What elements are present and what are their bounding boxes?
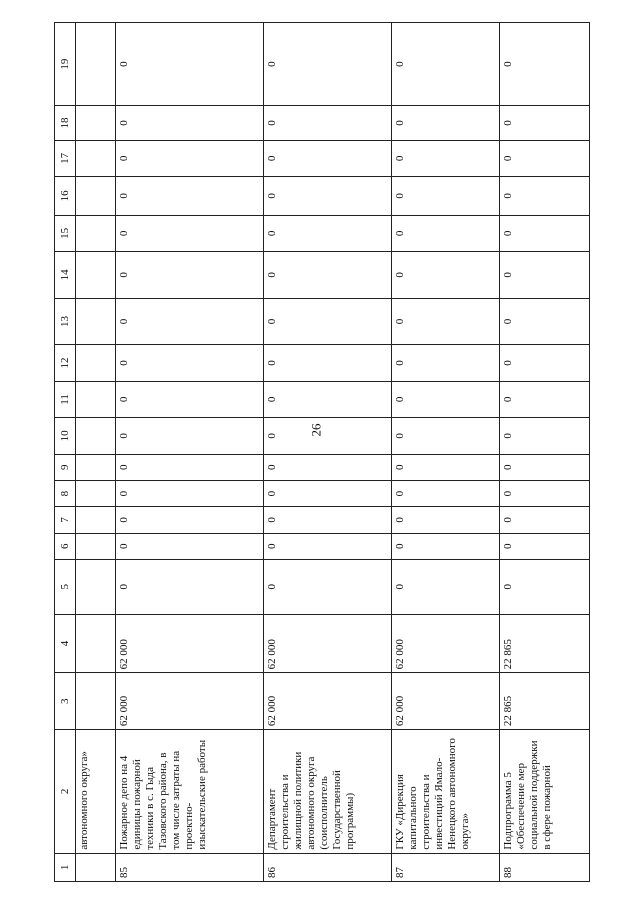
column-header-16: 16 <box>55 177 76 215</box>
row-value-col8: 0 <box>264 480 392 506</box>
row-value-col19: 0 <box>116 23 264 106</box>
row-value-col19: 0 <box>392 23 500 106</box>
table-row <box>264 23 392 882</box>
row-value-col14: 0 <box>392 252 500 299</box>
row-value-col5: 0 <box>500 559 590 614</box>
column-header-5: 5 <box>55 559 76 614</box>
row-value-col3: 62 000 <box>264 673 392 730</box>
column-header-8: 8 <box>55 480 76 506</box>
row-value-col11: 0 <box>116 381 264 417</box>
row-value-col14: 0 <box>116 252 264 299</box>
row-value-col7: 0 <box>392 507 500 533</box>
column-header-4: 4 <box>55 614 76 673</box>
column-header-2: 2 <box>55 730 76 854</box>
row-value-col6: 0 <box>264 533 392 559</box>
row-index: 88 <box>500 853 590 881</box>
row-value-col18: 0 <box>392 106 500 140</box>
row-value-col17: 0 <box>116 140 264 176</box>
column-header-7: 7 <box>55 507 76 533</box>
column-header-18: 18 <box>55 106 76 140</box>
row-value-col5: 0 <box>392 559 500 614</box>
row-value-col10: 0 <box>264 418 392 454</box>
row-value-col13: 0 <box>264 298 392 345</box>
row-value-col3: 22 865 <box>500 673 590 730</box>
row-value-col19: 0 <box>264 23 392 106</box>
row-value-col7: 0 <box>500 507 590 533</box>
table-row <box>392 23 500 882</box>
row-value-col10: 0 <box>116 418 264 454</box>
row-index: 85 <box>116 853 264 881</box>
row-value-col16: 0 <box>264 177 392 215</box>
row-value-col18: 0 <box>116 106 264 140</box>
table-row <box>500 23 590 882</box>
continuation-row <box>76 23 116 882</box>
row-value-col11: 0 <box>264 381 392 417</box>
row-value-col17: 0 <box>392 140 500 176</box>
row-value-col3: 62 000 <box>392 673 500 730</box>
row-value-col11: 0 <box>392 381 500 417</box>
row-value-col16: 0 <box>500 177 590 215</box>
row-index: 86 <box>264 853 392 881</box>
row-value-col4: 22 865 <box>500 614 590 673</box>
row-value-col8: 0 <box>116 480 264 506</box>
row-value-col15: 0 <box>116 215 264 251</box>
column-header-3: 3 <box>55 673 76 730</box>
row-value-col4: 62 000 <box>392 614 500 673</box>
column-header-1: 1 <box>55 853 76 881</box>
column-header-14: 14 <box>55 252 76 299</box>
row-value-col16: 0 <box>116 177 264 215</box>
row-value-col13: 0 <box>500 298 590 345</box>
column-header-12: 12 <box>55 345 76 381</box>
budget-table <box>54 22 590 882</box>
row-value-col4: 62 000 <box>116 614 264 673</box>
cell <box>76 853 116 881</box>
row-value-col8: 0 <box>500 480 590 506</box>
row-value-col7: 0 <box>116 507 264 533</box>
row-name: ГКУ «Дирекция капитального строительства и инвестиций Ямало-Ненецкого автономного округа» <box>392 730 500 854</box>
row-value-col6: 0 <box>392 533 500 559</box>
row-value-col5: 0 <box>264 559 392 614</box>
column-header-6: 6 <box>55 533 76 559</box>
row-value-col12: 0 <box>116 345 264 381</box>
row-value-col10: 0 <box>500 418 590 454</box>
column-header-17: 17 <box>55 140 76 176</box>
row-value-col8: 0 <box>392 480 500 506</box>
row-value-col11: 0 <box>500 381 590 417</box>
row-value-col4: 62 000 <box>264 614 392 673</box>
continuation-text: автономного округа» <box>76 730 116 854</box>
row-value-col9: 0 <box>264 454 392 480</box>
row-name: Подпрограмма 5 «Обеспечение мер социальной поддержки в сфере пожарной <box>500 730 590 854</box>
row-value-col5: 0 <box>116 559 264 614</box>
column-header-13: 13 <box>55 298 76 345</box>
row-value-col18: 0 <box>264 106 392 140</box>
row-value-col6: 0 <box>116 533 264 559</box>
row-value-col12: 0 <box>264 345 392 381</box>
table-row <box>116 23 264 882</box>
row-index: 87 <box>392 853 500 881</box>
row-value-col7: 0 <box>264 507 392 533</box>
row-value-col10: 0 <box>392 418 500 454</box>
row-value-col12: 0 <box>500 345 590 381</box>
row-value-col6: 0 <box>500 533 590 559</box>
column-header-11: 11 <box>55 381 76 417</box>
column-header-19: 19 <box>55 23 76 106</box>
row-value-col9: 0 <box>392 454 500 480</box>
row-value-col14: 0 <box>500 252 590 299</box>
row-value-col9: 0 <box>500 454 590 480</box>
row-value-col15: 0 <box>392 215 500 251</box>
column-header-10: 10 <box>55 418 76 454</box>
row-value-col9: 0 <box>116 454 264 480</box>
row-value-col17: 0 <box>264 140 392 176</box>
row-value-col14: 0 <box>264 252 392 299</box>
row-value-col15: 0 <box>264 215 392 251</box>
column-header-9: 9 <box>55 454 76 480</box>
row-value-col13: 0 <box>392 298 500 345</box>
row-value-col19: 0 <box>500 23 590 106</box>
page-number: 26 <box>308 423 324 437</box>
row-name: Пожарное депо на 4 единицы пожарной техники в с. Гыда Тазовского района, в том числе затраты на проектно-изыскательские работы <box>116 730 264 854</box>
rotated-table-sheet <box>54 22 590 882</box>
row-value-col15: 0 <box>500 215 590 251</box>
row-value-col17: 0 <box>500 140 590 176</box>
column-header-15: 15 <box>55 215 76 251</box>
row-value-col3: 62 000 <box>116 673 264 730</box>
row-value-col12: 0 <box>392 345 500 381</box>
header-row <box>55 23 76 882</box>
row-value-col13: 0 <box>116 298 264 345</box>
table-body <box>76 23 590 882</box>
row-name: Департамент строительства и жилищной политики автономного округа (соисполнитель Государственной программы) <box>264 730 392 854</box>
row-value-col16: 0 <box>392 177 500 215</box>
row-value-col18: 0 <box>500 106 590 140</box>
